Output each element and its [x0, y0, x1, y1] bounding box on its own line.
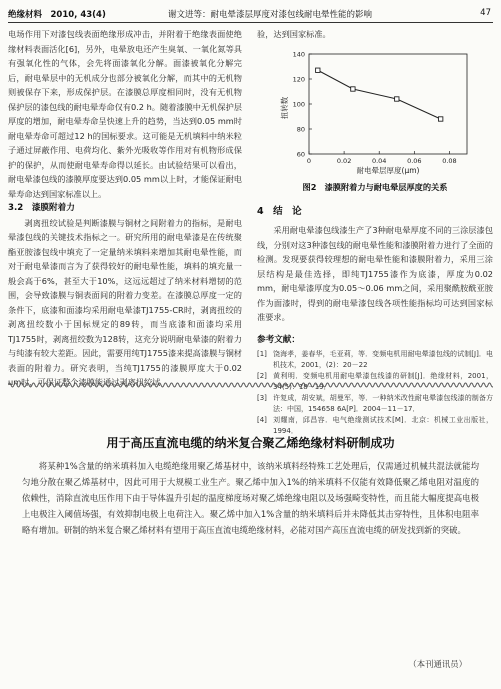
y-tick-label: 140: [292, 50, 305, 58]
y-tick-label: 60: [296, 150, 305, 158]
x-tick-label: 0.06: [407, 156, 422, 165]
section-heading: 3.2 漆膜附着力: [8, 203, 75, 213]
news-source: （本刊通讯员）: [408, 659, 467, 669]
news-title: 用于高压直流电缆的纳米复合聚乙烯绝缘材料研制成功: [106, 436, 395, 450]
x-tick-label: 0: [306, 156, 312, 165]
separator-wave: [8, 381, 493, 389]
y-tick-label: 100: [292, 100, 305, 108]
paragraph: 验，达到国家标准。: [257, 29, 331, 39]
news-body: 将某种1%含量的纳米填料加入电缆绝缘用聚乙烯基材中，该纳米填料经特殊工艺处理后，仅需通过机械共混法就能均匀地分散在聚乙烯基材中，因此可用于大规模工业生产。聚乙烯中加入1%的纳米填料不仅能有效降低聚乙烯电阻对温度的依赖性，消除直流电压作用下由于导体温升引起的温度梯度场对聚乙烯绝缘电阻以及场强畸变特性，而且能大幅度提高电极上电极注入阈值场强，有效抑制电极上电荷注入。聚乙烯中加入1%含量的纳米填料后并未降低其击穿特性，且体积电阻率略有增加。研制的纳米复合聚乙烯材料有望用于高压直流电缆绝缘材料，必能对国产高压直流电缆的研发找到新的突破。: [22, 461, 479, 535]
running-header: [8, 6, 493, 22]
data-point: [351, 86, 355, 90]
paragraph: 电场作用下对漆包线表面绝缘形成冲击，并附着于绝缘表面使绝缘材料表面活化[6]，另外，电晕放电还产生臭氧、一氧化氮等具有强氧化性的气体，会先将面漆氧化分解。面漆被氧化分解完后，耐电晕层中的无机成分也部分被氧化分解，而其中的无机物则被保存下来，形成保护层。在漆膜总厚度相同时，没有无机物保护层的漆包线的耐电晕寿命仅有0.2 h。随着漆膜中无机保护层厚度的增加，耐电晕寿命呈快速上升的趋势，当达到0.05 mm时耐电晕寿命可超过12 h的国标要求。这可能是无机填料中纳米粒子通过屏蔽作用、电荷均化、紫外光吸收等作用对有机物形成保护的保护，从而使耐电晕寿命得以延长。由试验结果可以看出，耐电晕漆包线的漆膜厚度要达到0.05 mm以上时，才能保证耐电晕寿命达到国家标准以上。: [8, 29, 242, 199]
paragraph: 剥离扭绞试验是判断漆膜与铜材之间附着力的指标，是耐电晕漆包线的关键技术指标之一。研究所用的耐电晕漆是在传统聚酯亚胺漆包线中填充了一定量纳米填料来增加其耐电晕性能，而对于耐电晕漆而言为了获得较好的耐电晕性能，填料的填充量一般会高于6%，甚至大于10%，这远远超过了纳米材料增韧的范围，会导致漆膜与铜表面间的附着力变差。在漆膜总厚度一定的条件下，底漆和面漆均采用耐电晕漆TJ1755-CR时，剥离扭绞的剥离扭绞数小于国标规定的89转，而当底漆和面漆均采用TJ1755时，剥离扭绞数为128转，这充分说明耐电晕漆的附着力与纯漆有较大差距。因此，需要用纯TJ1755漆来提高漆膜与铜材表面的附着力。研究表明，当纯TJ1755的漆膜厚度大于0.02 um时，可保证整个漆膜能通过剥离扭绞试: [8, 217, 242, 387]
figure-caption: 图2 漆膜附着力与耐电晕层厚度的关系: [302, 181, 448, 192]
data-point: [395, 96, 399, 100]
data-point: [438, 116, 442, 120]
references-list: [257, 349, 493, 437]
reference-item: [1] 饶海孝，姜春华，毛亚莉，等．变频电机用耐电晕漆包线的试制[J]．电机技术，2001，(2)：20－22: [257, 350, 493, 369]
y-axis-label: 扭转数: [280, 96, 289, 119]
reference-item: [4] 刘耀南，邱昌容．电气绝缘测试技术[M]．北京：机械工业出版社，1994．: [257, 416, 493, 435]
reference-item: [3] 许复成，胡安斌，胡曼军，等．一种纳米改性耐电晕漆包线漆的制备方法：中国，154658 6A[P]．2004－11－17．: [257, 394, 493, 413]
reference-item: [2] 黄利明．变频电机用耐电晕漆包线漆的研制[J]．绝缘材料，2001，34(5)：18－19．: [257, 372, 493, 391]
x-tick-label: 0.02: [336, 156, 352, 165]
left-column: [8, 27, 242, 390]
journal-name: 绝缘材料 2010, 43(4): [8, 10, 106, 20]
y-tick-label: 80: [296, 125, 305, 133]
y-tick-label: 120: [292, 75, 305, 83]
chart-series: [316, 68, 443, 121]
right-column: [257, 27, 493, 437]
page-number: 47: [480, 8, 491, 18]
x-tick-label: 0.04: [371, 156, 387, 165]
references-heading: 参考文献：: [257, 334, 300, 345]
section-heading: 4 结 论: [257, 206, 302, 217]
data-point: [316, 68, 320, 72]
plot-frame: [309, 54, 467, 154]
series-line: [318, 70, 441, 119]
line-chart: [257, 46, 493, 176]
figure-2: [257, 46, 493, 176]
x-axis-label: 耐电晕层厚度(μm): [356, 165, 420, 175]
chart-axes: [309, 54, 467, 154]
header-article-title: 谢文进等：耐电晕漆层厚度对漆包线耐电晕性能的影响: [168, 10, 373, 20]
header-rule: [8, 22, 493, 23]
paragraph: 采用耐电晕漆包线漆生产了3种耐电晕厚度不同的三涂层漆包线，分别对这3种漆包线的耐电晕性能和漆膜附着力进行了全面的检测。发现要获得较理想的耐电晕性能和漆膜附着力，采用三涂层结构是最佳选择，即纯TJ1755漆作为底漆，厚度为0.02 mm，耐电晕漆厚度为0.05～0.06 mm之间，采用聚酰胺酰亚胺作为面漆时，得到的耐电晕漆包线各项性能指标均可达到国家标准要求。: [257, 225, 493, 322]
x-tick-label: 0.08: [442, 156, 457, 165]
